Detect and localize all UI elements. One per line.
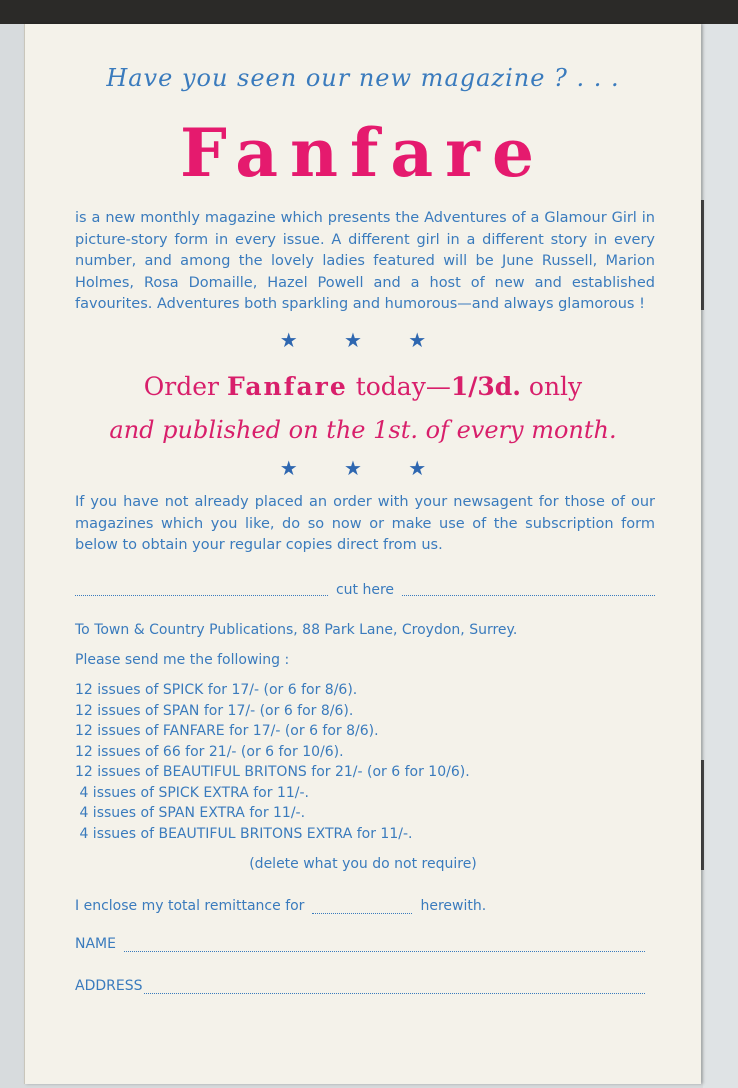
order-line [25, 372, 701, 401]
name-label: NAME [75, 936, 116, 952]
order-note-paragraph: If you have not already placed an order with your newsagent for those of our magazines which you like, do so now or make use of the subscription form below to obtain your regular copies direct from us. [75, 494, 655, 553]
publisher-address: To Town & Country Publications, 88 Park Lane, Croydon, Surrey. [75, 622, 518, 638]
remittance-field[interactable] [312, 901, 412, 914]
subscription-item: 12 issues of BEAUTIFUL BRITONS for 21/- (or 6 for 10/6). [75, 764, 470, 780]
delete-note: (delete what you do not require) [249, 856, 477, 872]
remittance-suffix: herewith. [420, 898, 487, 914]
address-row [75, 978, 645, 994]
cut-label: cut here [335, 582, 395, 598]
address-label: ADDRESS [75, 978, 143, 994]
name-row [75, 936, 645, 952]
star-divider-bottom: ★ ★ ★ [279, 456, 447, 480]
cut-dots-left [75, 585, 328, 596]
intro-paragraph: is a new monthly magazine which presents the Adventures of a Glamour Girl in picture-story form in every issue. A different girl in a different story in every number, and among the lovely ladies featured will be June Russell, Marion Holmes, Rosa Domaille, Hazel Powell and a host of new and established favourites. Adventures both sparkling and humorous—and always glamorous ! [75, 210, 655, 312]
headline: Have you seen our new magazine ? . . . [106, 64, 620, 92]
order-middle: today— [355, 372, 451, 401]
top-shadow-band [0, 0, 738, 24]
star-divider-top: ★ ★ ★ [279, 328, 447, 352]
remittance-prefix: I enclose my total remittance for [75, 898, 305, 914]
subscription-item: 4 issues of SPAN EXTRA for 11/-. [75, 805, 306, 821]
cut-line [75, 580, 655, 600]
order-suffix: only [528, 372, 583, 401]
brand-title: Fanfare [180, 114, 546, 192]
subscription-item: 12 issues of FANFARE for 17/- (or 6 for 8/6). [75, 723, 379, 739]
subscription-item: 12 issues of 66 for 21/- (or 6 for 10/6). [75, 743, 344, 760]
order-brand: Fanfare [226, 372, 348, 401]
order-price: 1/3d. [450, 372, 521, 401]
name-field[interactable] [124, 939, 645, 952]
remittance-row [75, 898, 486, 914]
subscription-item: 12 issues of SPICK for 17/- (or 6 for 8/6). [75, 682, 358, 698]
order-prefix: Order [143, 372, 219, 401]
subscription-items [75, 680, 470, 844]
subscription-item: 12 issues of SPAN for 17/- (or 6 for 8/6). [75, 702, 354, 719]
background-edge [703, 24, 738, 1088]
magazine-back-cover [24, 24, 701, 1084]
send-line: Please send me the following : [75, 652, 290, 668]
publish-line: and published on the 1st. of every month. [109, 416, 617, 444]
cut-dots-right [402, 585, 655, 596]
subscription-item: 4 issues of SPICK EXTRA for 11/-. [75, 784, 309, 801]
subscription-item: 4 issues of BEAUTIFUL BRITONS EXTRA for 11/-. [75, 825, 413, 842]
address-field[interactable] [144, 981, 645, 994]
